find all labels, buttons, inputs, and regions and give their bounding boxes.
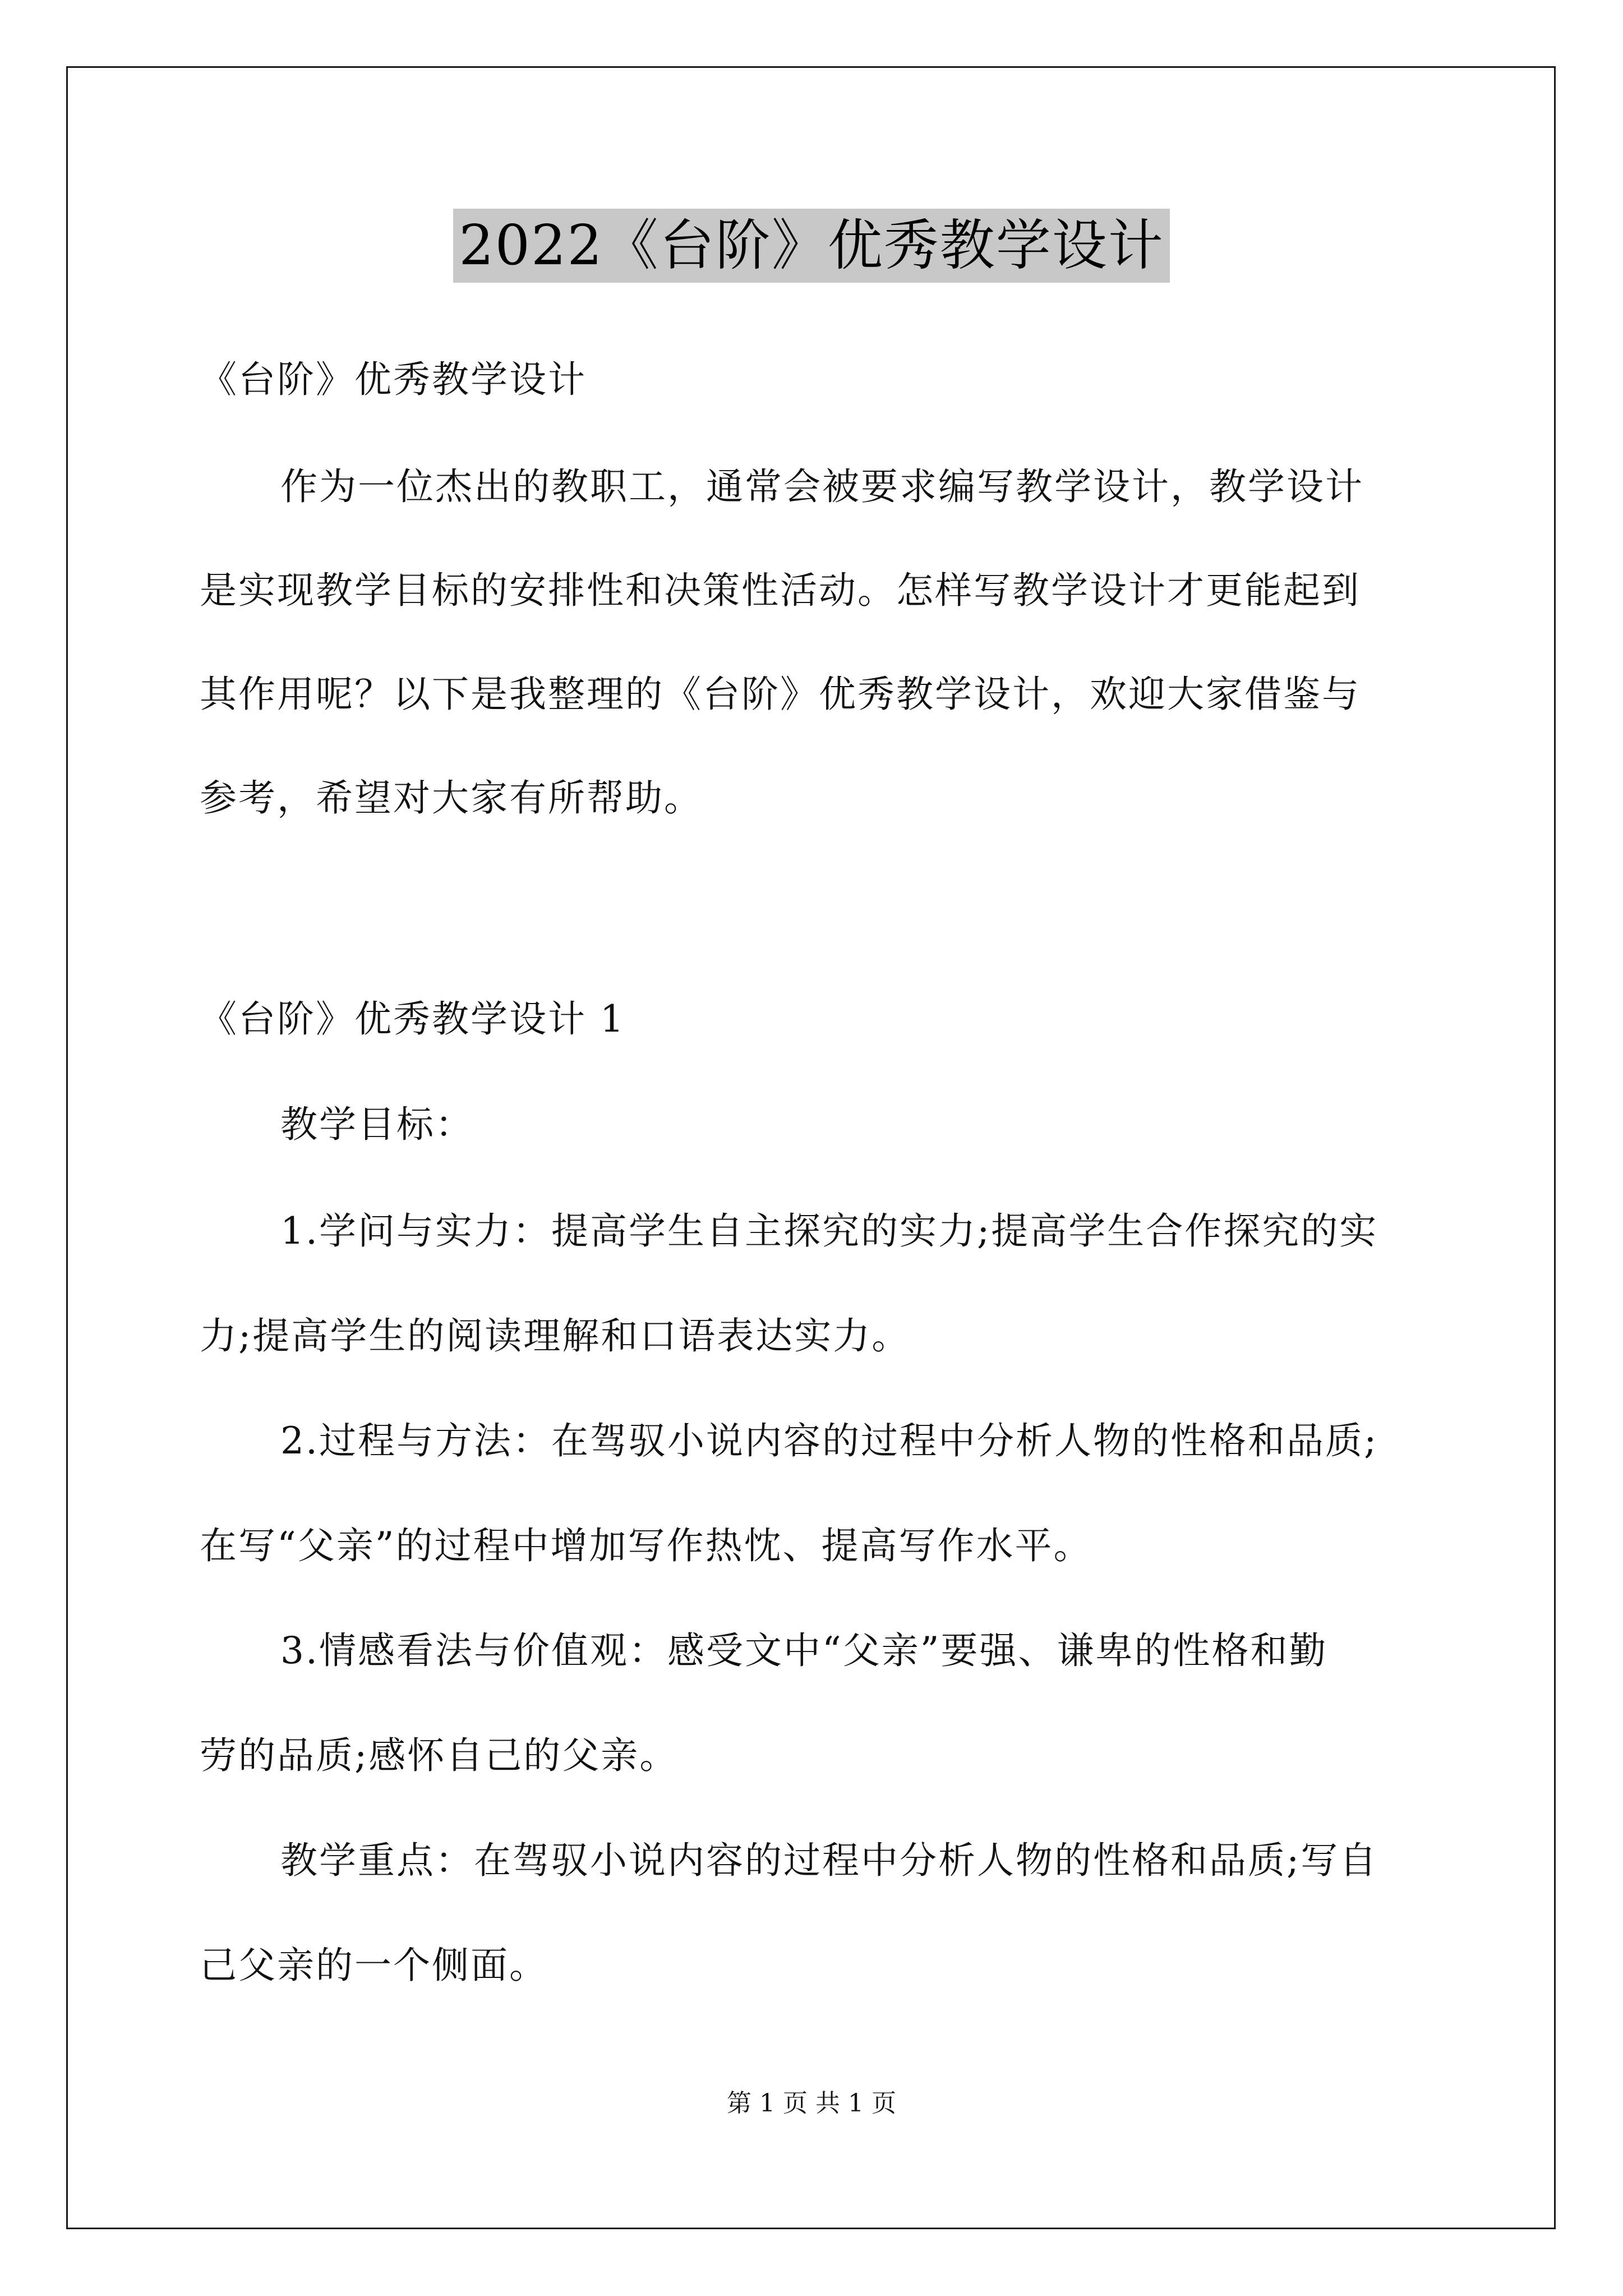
intro-line-3: 其作用呢？以下是我整理的《台阶》优秀教学设计，欢迎大家借鉴与 [200,673,1361,716]
intro-line-2: 是实现教学目标的安排性和决策性活动。怎样写教学设计才更能起到 [200,569,1361,612]
intro-line-1: 作为一位杰出的教职工，通常会被要求编写教学设计，教学设计 [280,465,1364,508]
body-line-4: 2.过程与方法：在驾驭小说内容的过程中分析人物的性格和品质; [280,1419,1378,1462]
page-footer: 第 1 页 共 1 页 [727,2089,896,2118]
body-line-9: 己父亲的一个侧面。 [200,1944,548,1987]
section-heading: 《台阶》优秀教学设计 1 [200,997,625,1041]
body-line-8: 教学重点：在驾驭小说内容的过程中分析人物的性格和品质;写自 [280,1839,1378,1882]
body-line-3: 力;提高学生的阅读理解和口语表达实力。 [200,1314,911,1358]
title-container [0,209,1623,283]
body-line-5: 在写“父亲”的过程中增加写作热忱、提高写作水平。 [200,1524,1092,1567]
body-line-1: 教学目标： [280,1103,474,1146]
body-line-6: 3.情感看法与价值观：感受文中“父亲”要强、谦卑的性格和勤 [280,1629,1328,1672]
document-title: 2022《台阶》优秀教学设计 [453,209,1169,283]
document-subtitle: 《台阶》优秀教学设计 [200,358,587,401]
body-line-7: 劳的品质;感怀自己的父亲。 [200,1734,679,1777]
body-line-2: 1.学问与实力：提高学生自主探究的实力;提高学生合作探究的实 [280,1209,1378,1253]
intro-line-4: 参考，希望对大家有所帮助。 [200,776,703,820]
